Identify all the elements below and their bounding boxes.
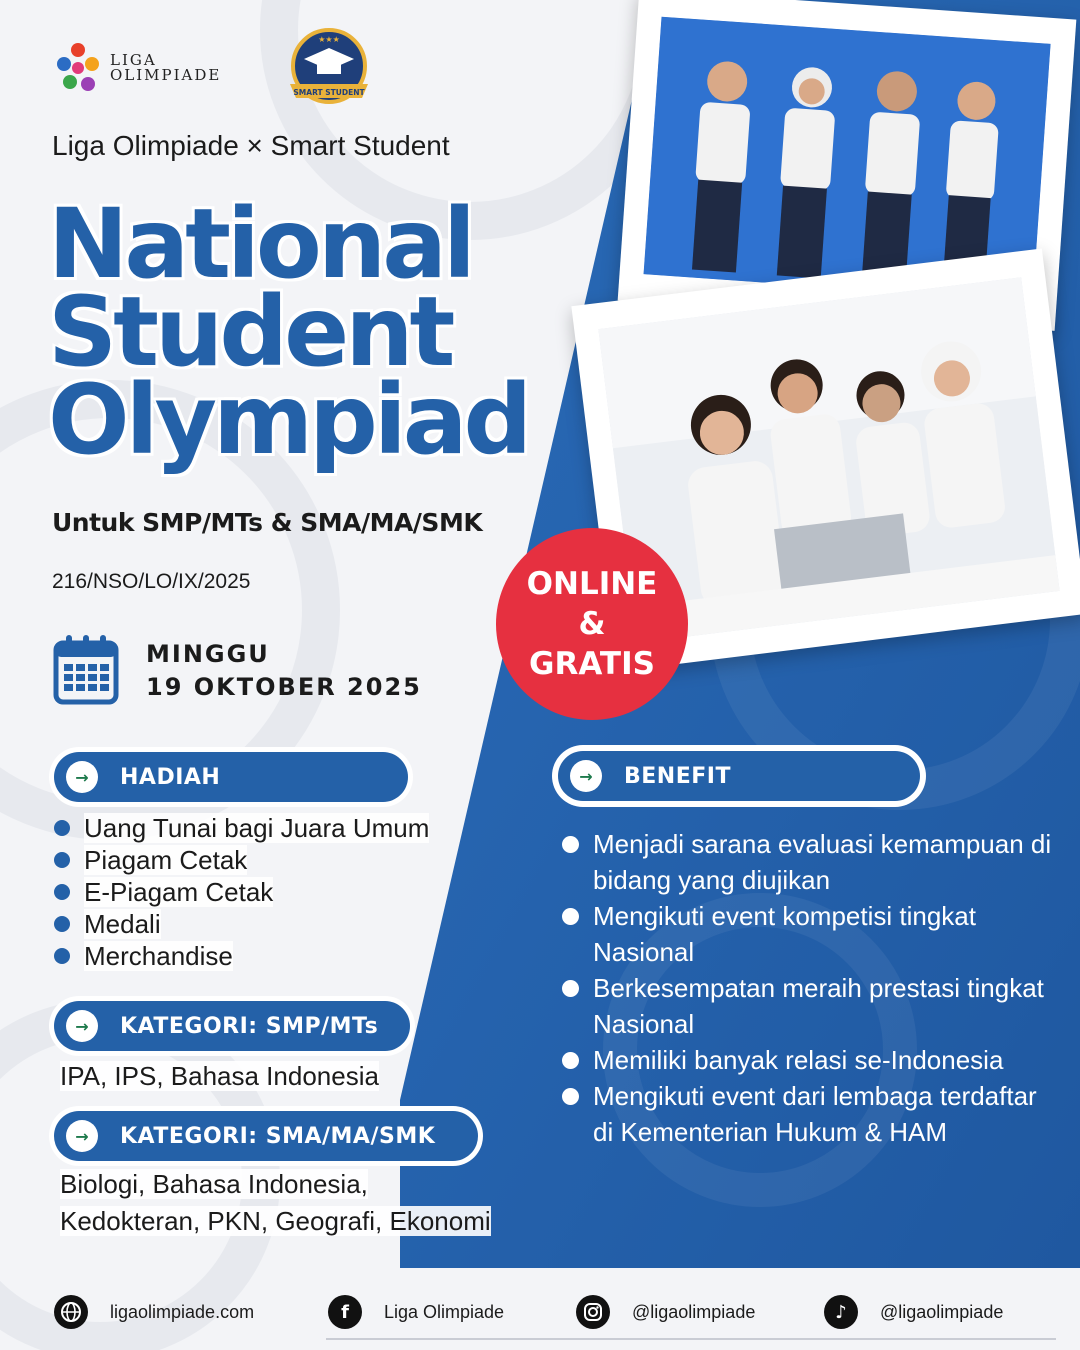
arrow-right-icon: →	[66, 761, 98, 793]
footer-facebook[interactable]	[328, 1295, 504, 1329]
benefit-list	[560, 826, 1060, 1150]
footer-instagram[interactable]	[576, 1295, 755, 1329]
event-date: 19 OKTOBER 2025	[146, 673, 422, 701]
logo-text: LIGA OLIMPIADE	[110, 51, 222, 84]
online-badge-line1: ONLINE	[526, 566, 658, 602]
title-line-3: Olympiad	[48, 364, 529, 476]
footer-divider	[326, 1338, 1056, 1340]
kategori-smp-subjects: IPA, IPS, Bahasa Indonesia	[60, 1061, 379, 1091]
website-link[interactable]: ligaolimpiade.com	[110, 1301, 255, 1322]
instagram-icon	[576, 1295, 610, 1329]
liga-olimpiade-logo	[52, 40, 221, 96]
page-title	[48, 188, 529, 476]
instagram-link[interactable]: @ligaolimpiade	[632, 1301, 756, 1322]
reference-code: 216/NSO/LO/IX/2025	[52, 570, 251, 593]
list-item: Medali	[52, 908, 429, 940]
hadiah-list	[52, 812, 429, 972]
list-item: Mengikuti event kompetisi tingkat Nasional	[560, 898, 1060, 970]
list-item: Memiliki banyak relasi se-Indonesia	[560, 1042, 1060, 1078]
list-item: Menjadi sarana evaluasi kemampuan di bidang yang diujikan	[560, 826, 1060, 898]
arrow-right-icon: →	[66, 1120, 98, 1152]
list-item: Merchandise	[52, 940, 429, 972]
online-badge-line2: &	[578, 606, 606, 642]
calendar-icon	[53, 633, 119, 705]
svg-text:★★★: ★★★	[318, 35, 340, 44]
footer-website[interactable]	[54, 1295, 254, 1329]
title-line-1: National	[48, 188, 472, 300]
kategori-sma-subjects: Biologi, Bahasa Indonesia, Kedokteran, PKN, Geografi, Ekonomi	[60, 1169, 491, 1236]
kategori-smp-label: KATEGORI: SMP/MTs	[120, 1013, 379, 1039]
footer-tiktok[interactable]	[824, 1295, 1003, 1329]
list-item: Berkesempatan meraih prestasi tingkat Nasional	[560, 970, 1060, 1042]
kategori-sma-header	[54, 1111, 478, 1161]
benefit-header	[558, 751, 920, 801]
kategori-sma-label: KATEGORI: SMA/MA/SMK	[120, 1123, 436, 1149]
event-day: MINGGU	[146, 640, 270, 668]
tiktok-icon: ♪	[824, 1295, 858, 1329]
facebook-link[interactable]: Liga Olimpiade	[384, 1301, 505, 1322]
list-item: Mengikuti event dari lembaga terdaftar di Kementerian Hukum & HAM	[560, 1078, 1060, 1150]
logo-mark-icon	[52, 40, 104, 96]
title-line-2: Student	[48, 276, 452, 388]
partner-line: Liga Olimpiade × Smart Student	[52, 130, 450, 161]
tiktok-link[interactable]: @ligaolimpiade	[880, 1301, 1004, 1322]
online-badge-line3: GRATIS	[529, 646, 655, 682]
hadiah-label: HADIAH	[120, 764, 221, 790]
list-item: Piagam Cetak	[52, 844, 429, 876]
hadiah-header	[54, 752, 408, 802]
facebook-icon: f	[328, 1295, 362, 1329]
benefit-label: BENEFIT	[624, 763, 731, 789]
list-item: Uang Tunai bagi Juara Umum	[52, 812, 429, 844]
online-gratis-badge	[496, 528, 688, 720]
list-item: E-Piagam Cetak	[52, 876, 429, 908]
smart-student-badge	[284, 26, 374, 110]
svg-text:SMART STUDENT: SMART STUDENT	[293, 88, 365, 97]
arrow-right-icon: →	[570, 760, 602, 792]
kategori-smp-header	[54, 1001, 410, 1051]
globe-icon	[54, 1295, 88, 1329]
footer	[0, 1285, 1080, 1350]
arrow-right-icon: →	[66, 1010, 98, 1042]
subtitle: Untuk SMP/MTs & SMA/MA/SMK	[52, 508, 483, 537]
